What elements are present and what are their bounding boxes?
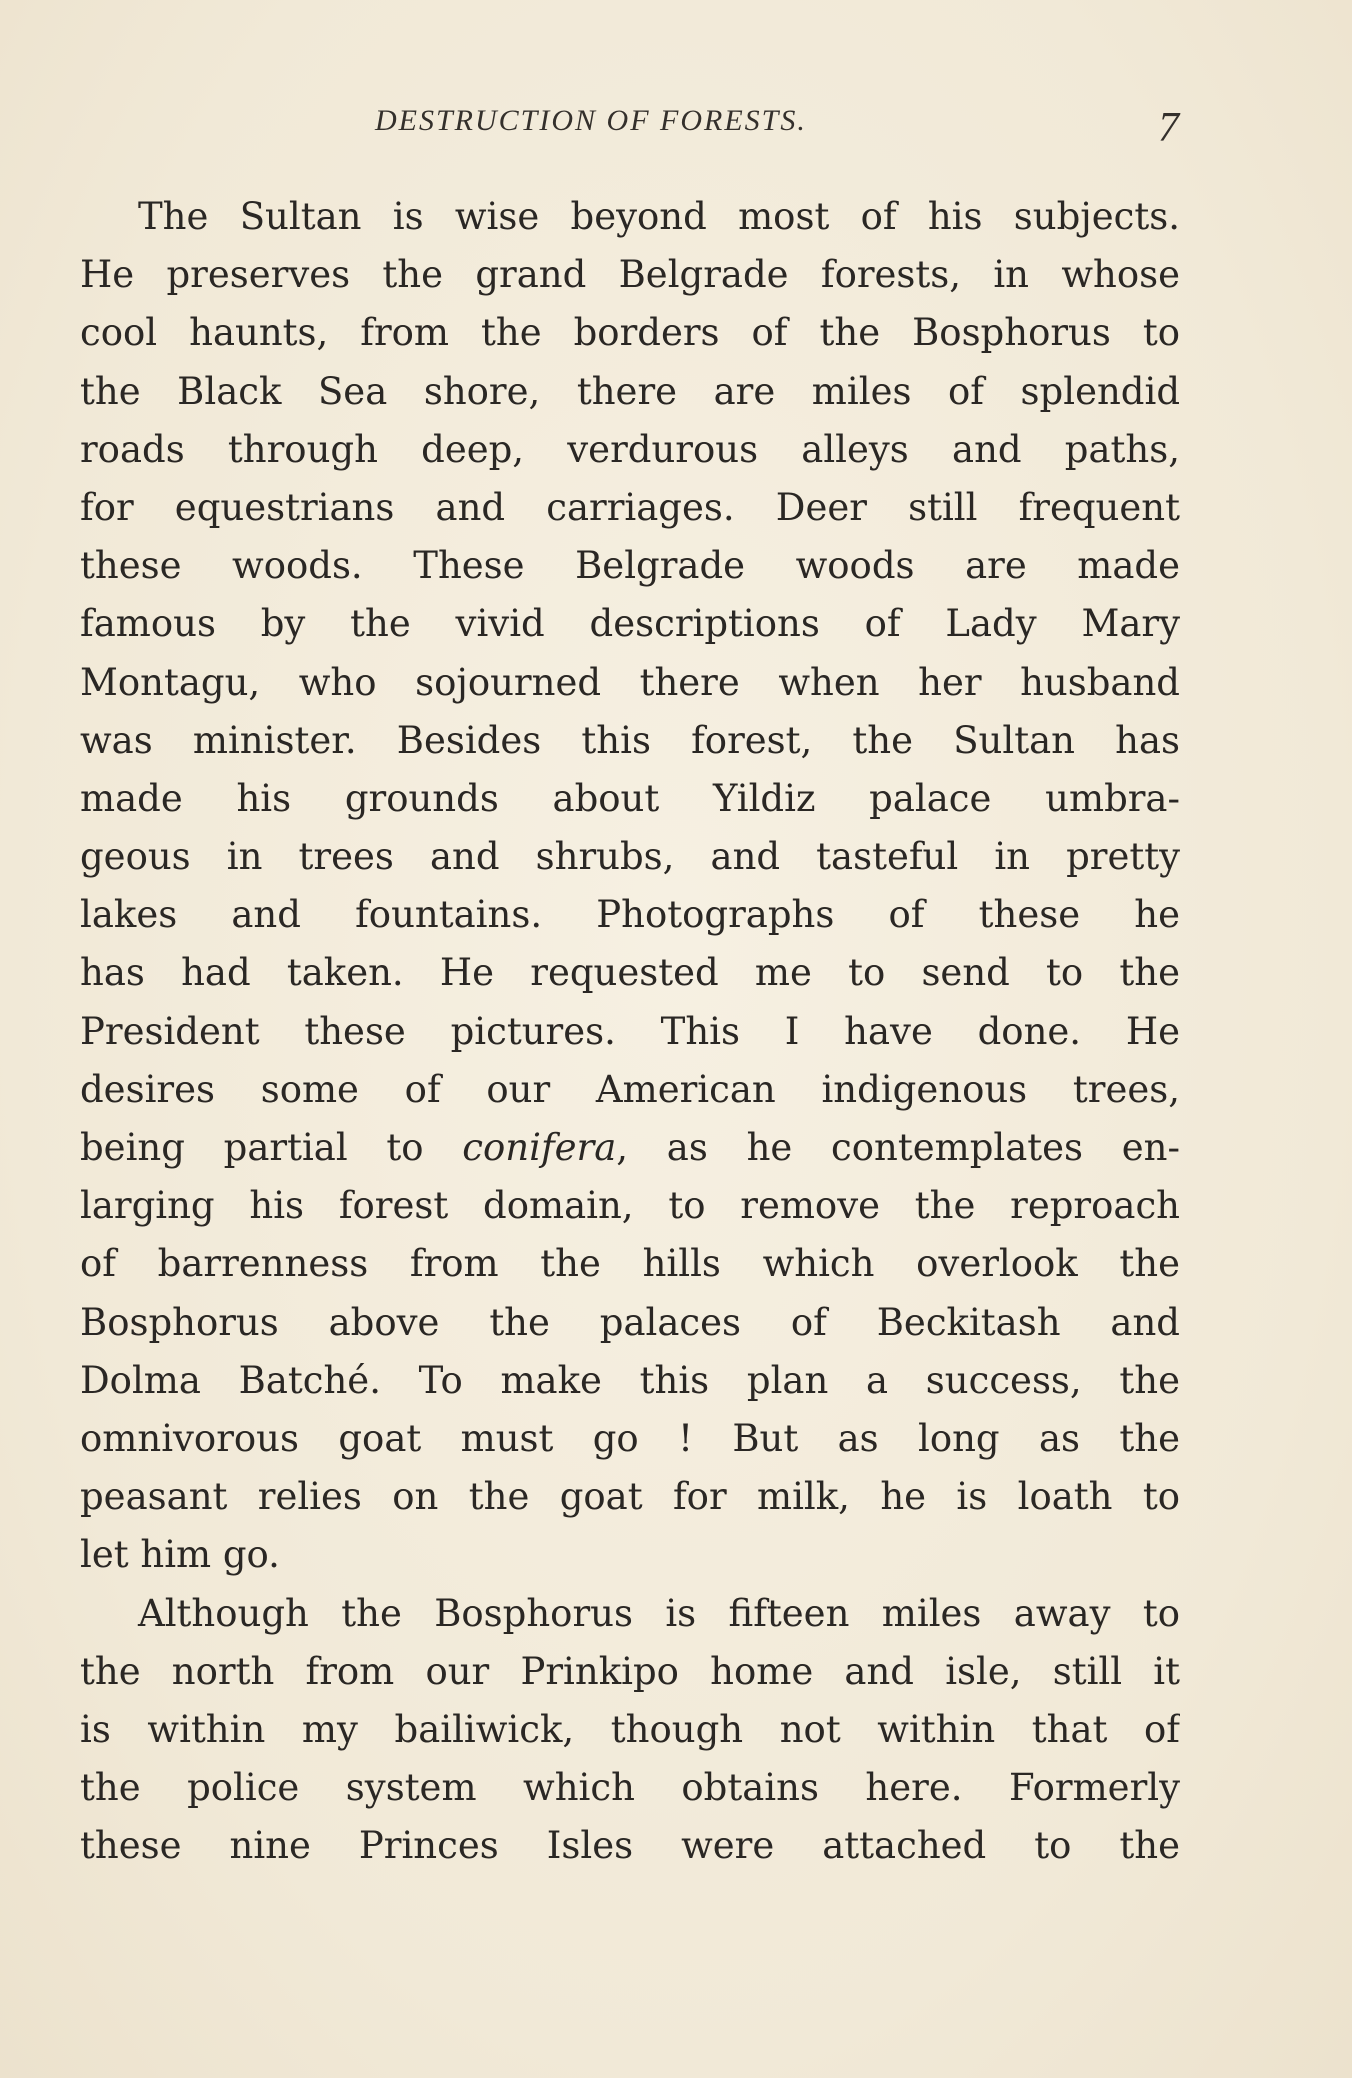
text-line: let him go.: [80, 1533, 280, 1577]
italic-term: conifera: [462, 1126, 617, 1169]
text-line: Although the Bosphorus is fifteen miles away to: [138, 1591, 1180, 1635]
text-line: was minister. Besides this forest, the Sultan has: [80, 718, 1180, 762]
text-line: the north from our Prinkipo home and isle, still it: [80, 1649, 1180, 1693]
text-line: Bosphorus above the palaces of Beckitash and: [80, 1300, 1180, 1344]
text-line: Montagu, who sojourned there when her husband: [80, 660, 1180, 704]
page-number: 7: [1158, 105, 1179, 151]
text-line: lakes and fountains. Photographs of these he: [80, 893, 1180, 937]
text-line: geous in trees and shrubs, and tasteful in pretty: [80, 835, 1180, 879]
text-line: the Black Sea shore, there are miles of splendid: [80, 369, 1180, 413]
text-line: peasant relies on the goat for milk, he is loath to: [80, 1475, 1180, 1519]
text-line: is within my bailiwick, though not within that of: [80, 1707, 1180, 1751]
text-line: Dolma Batché. To make this plan a success, the: [80, 1358, 1180, 1402]
text-line: desires some of our American indigenous trees,: [80, 1067, 1180, 1111]
text-line: The Sultan is wise beyond most of his subjects.: [138, 195, 1180, 238]
text-line: famous by the vivid descriptions of Lady Mary: [80, 602, 1180, 646]
text-line: the police system which obtains here. Formerly: [80, 1766, 1180, 1810]
text-line: these nine Princes Isles were attached to the: [80, 1824, 1180, 1868]
text-line: He preserves the grand Belgrade forests, in whose: [80, 253, 1180, 297]
text-line: omnivorous goat must go ! But as long as the: [80, 1416, 1180, 1460]
text-line: for equestrians and carriages. Deer still frequent: [80, 485, 1180, 529]
text-line: made his grounds about Yildiz palace umbra-: [80, 776, 1180, 820]
text-segment: being partial to: [80, 1126, 463, 1169]
text-line: these woods. These Belgrade woods are made: [80, 544, 1180, 588]
running-head: DESTRUCTION OF FORESTS.: [375, 104, 807, 137]
text-line: has had taken. He requested me to send to the: [80, 951, 1180, 995]
text-line: cool haunts, from the borders of the Bosphorus to: [80, 311, 1180, 355]
text-line: roads through deep, verdurous alleys and paths,: [80, 427, 1180, 471]
text-segment: , as he contemplates en-: [616, 1126, 1180, 1169]
text-line: [80, 1119, 1180, 1177]
body-text: [80, 188, 1180, 1875]
text-line: President these pictures. This I have done. He: [80, 1009, 1180, 1053]
text-line: of barrenness from the hills which overlook the: [80, 1242, 1180, 1286]
text-line: larging his forest domain, to remove the reproach: [80, 1184, 1180, 1228]
